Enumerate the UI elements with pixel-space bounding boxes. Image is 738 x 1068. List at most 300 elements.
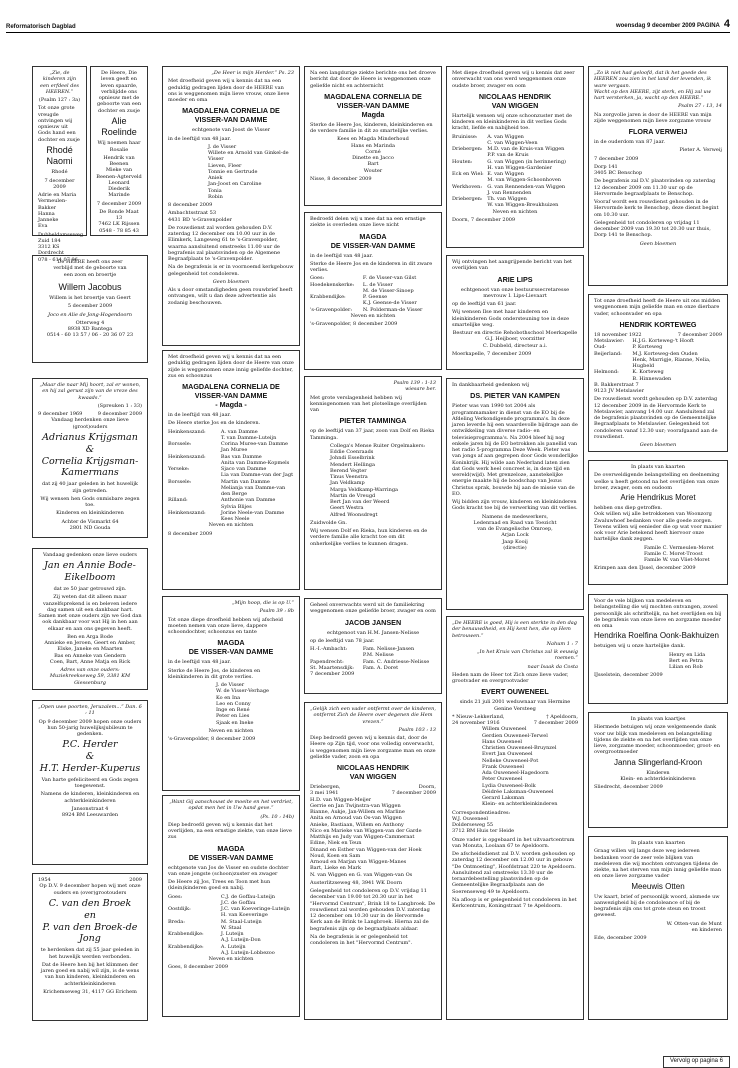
names: E. van Wiggen M. van Wiggen-Schoonhoven	[487, 171, 562, 184]
spouse-line: echtgenoot van onze bestuurssecretaresse mevrouw I. Lips-Lievaart	[460, 286, 570, 299]
quote: „Mijn hoop, die is op U.”	[231, 600, 294, 606]
death-notice-van-wiggen-family	[304, 702, 442, 1020]
family-table	[452, 134, 578, 209]
notice-date: Sliedrecht, december 2009	[594, 784, 663, 790]
body-text: Graag willen wij langs deze weg iedereen bedanken voor de zeer vele blijken van medeleven die wij mochten ontvangen tijdens de ziekte, na het sterven van mijn innig geliefde man en onze lieve zorgzame vader	[594, 848, 722, 880]
notice-date: IJsselstein, december 2009	[594, 672, 663, 679]
body-text: Zij weten dat dit alleen maar vanzelfsprekend is en beleven iedere dag samen uit een dankbaar hart. Samen met onze ouders zijn we God dan ook dankbaar voor wat Hij in hen aan elkaar en aan ons gegeven heeft.	[38, 594, 142, 632]
child-name: Willem Jacobus	[58, 281, 122, 292]
notice-text: Tot onze grote vreugde ontvingen wij opnieuw uit Gods hand een dochter en zusje	[38, 105, 80, 143]
grandchildren-line: Neven en nichten	[208, 956, 254, 962]
address: Otterweg 4 8938 XD Bantega 0514 - 60 13 57 / 06 - 20 36 07 23	[46, 319, 134, 339]
quote-ref: Psalm 103 : 13	[398, 726, 436, 733]
age-line: op de leeftijd van 78 jaar.	[310, 637, 375, 644]
family-row	[168, 454, 294, 467]
memorial-van-kampen	[446, 378, 584, 610]
names: L. de Visser M. de Visser-Sinoep	[362, 281, 414, 294]
support-line: De Heere sterke Jos en de kinderen.	[168, 420, 261, 427]
notice-date: Nisse, 8 december 2009	[310, 175, 372, 182]
support-line: Sterke de Heere Jos, de kinderen en kleinkinderen in dit grote verlies.	[168, 667, 261, 680]
death-notice-magda-cousin	[304, 212, 442, 370]
age-line: in de leeftijd van 48 jaar.	[168, 135, 231, 142]
body-text: Bedroefd delen wij u mee dat na een ernstige ziekte is overleden onze lieve nicht	[310, 216, 426, 229]
deceased-name: NICOLAAS HENDRIK VAN WIGGEN	[478, 91, 552, 110]
deceased-name: DS. PIETER VAN KAMPEN	[470, 391, 560, 401]
names: J.C. van Koeveringe-Luteijn H. van Koeveringe	[220, 906, 290, 919]
deceased-name: PIETER TAMMINGA	[339, 416, 407, 426]
death: † Apeldoorn, 7 december 2009	[533, 713, 578, 726]
grandchildren-line: Neven en nichten	[208, 522, 254, 529]
address: Adres van onze ouders: Muziekreekseweg 59, 3381 KM Giessenburg	[49, 667, 131, 686]
family-row	[168, 479, 294, 498]
deceased-name: HENDRIK KORTEWEG	[619, 319, 697, 329]
service-text: Vooraf wordt een rouwdienst gehouden in de Hervormde kerk te Benschop, deze dienst begint om 10.30 uur.	[594, 199, 719, 218]
quote-ref: Psalm 139 : 1-13 wiesare ber.	[393, 380, 436, 393]
signature: Henry en Lida Bert en Petra Lilian en Rob	[669, 651, 706, 670]
grandchildren-line: Neven en nichten	[492, 208, 538, 215]
place: Heinkenszand:	[168, 453, 206, 460]
signature: Kinderen Klein- en achterkleinkinderen	[620, 769, 696, 782]
family-row	[310, 282, 436, 295]
body-text: Dat de Heere hen bij het klimmen der jaren goed en nabij wil zijn, is de wens van hun kinderen, kleinkinderen en achterkleinkinderen	[40, 961, 140, 987]
signature: Namens de kinderen, kleinkinderen en achterkleinkinderen	[40, 791, 140, 804]
family-names: H.D. van Wiggen-Meijer Gerrie en Jan Twijnstra-van Wiggen Bianne, Aukje, Jan-Willem en Marline Anita en Arnoud van Os-van Wiggen Anieke, Bastiaan, Willem en Anthony Nico en Marieke van Wiggen-van der Garde Matthijs en Judy van Wiggen-Cammeraat Edine, Niek en Teun Dinand en Esther van Wiggen-van der Hoek Noud, Koen en Sam Arnoud en Marjan van Wiggen-Manes Bart, Lieke en Mark N. van Wiggen en G. van Wiggen-van Os	[310, 796, 422, 878]
age-line: op de leeftijd van 61 jaar.	[452, 301, 517, 307]
family-row	[168, 944, 294, 957]
thanks-slingerland	[588, 712, 728, 828]
family-row	[452, 196, 578, 209]
child-nickname: Rhodé	[51, 169, 68, 176]
family-row	[168, 894, 294, 907]
signature: W. Otten-van de Munt en kinderen	[666, 920, 722, 933]
anniversary-bode	[32, 548, 148, 690]
names: C.J. de Goffau-Luteijn J.C. de Goffau	[220, 893, 276, 906]
quote	[38, 704, 142, 717]
death: 7 december 2009	[677, 331, 722, 338]
deceased-name: NICOLAAS HENDRIK VAN WIGGEN	[336, 763, 410, 781]
place: Oostdijk:	[168, 906, 191, 912]
couple-names: P.C. Herder & H.T. Herder-Kuperus	[39, 739, 141, 774]
place: Rilland:	[168, 497, 188, 504]
no-flowers: Geen bloemen	[639, 240, 677, 247]
age-line: op de leeftijd van 37 jaar, zoon van Dolf en Rieka Tamminga.	[310, 428, 435, 441]
family-row	[310, 646, 436, 659]
quote-2: „In het Kruis van Christus zal ik eeuwig roemen.”	[476, 649, 578, 662]
family-row	[452, 184, 578, 197]
death-notice-magdalena-husband	[162, 66, 300, 346]
deceased-name: MAGDA DE VISSER-VAN DAMME	[188, 843, 274, 862]
death-notice-tamminga	[304, 376, 442, 590]
quote-2-ref: naar Isaak da Costa	[527, 663, 578, 670]
family-table	[168, 894, 294, 957]
child-nickname: Wij noemen haar Rosalie	[97, 140, 141, 153]
names: N. Polderman-de Visser	[362, 306, 423, 313]
birth-notice-rhode	[32, 66, 87, 263]
condolence-text: Na de begrafenis is er in voornoemd kerkgebouw gelegenheid tot condoleren.	[168, 264, 294, 277]
condolence-text: Wij wensen Dolf en Rieka, hun kinderen en de verdere familie alle kracht toe om dit onherkelijke verlies te kunnen dragen.	[310, 528, 428, 547]
place: 's-Gravenpolder:	[310, 306, 353, 313]
body-text: Geheel onverwachts werd uit de familiekring weggenomen onze geliefde broer, zwager en oom	[310, 602, 436, 615]
quote-text: „Open uwe poorten, Jeruzalem...”	[38, 704, 124, 710]
names: P. Geense K.J. Geense-de Visser	[362, 294, 417, 307]
place: St. Maartensdijk:	[310, 664, 354, 671]
birth: 18 november 1922	[594, 331, 642, 338]
quote-ref: (Spreuken 1 : 33)	[97, 402, 142, 409]
address: De Ronde Maat 13 7462 LK Rijssen 0548 - 78 85 43	[98, 208, 140, 234]
notice-date: 7 december 2009	[44, 177, 75, 190]
notice-date: Doorn, 7 december 2009	[452, 216, 516, 223]
anniversary-herder	[32, 700, 148, 865]
place: Werkhoven:	[452, 183, 483, 190]
body-text: Diep bedroefd geven wij u kennis dat, door de Heere op Zijn tijd, voor ons volledig onverwacht, is weggenomen mijn lieve zorgzame man en onze geliefde vader, zoon en opa	[310, 735, 436, 760]
address: Dubbeldamseweg Zuid 184 3312 KS Dordrecht 078 - 614 07 96	[38, 231, 84, 263]
quote-ref: (Ps. 10 : 14b)	[260, 813, 294, 820]
body-text: Met droefheid geven wij u kennis dat na een geduldig gedragen lijden door de HEERE van ons is weggenomen mijn lieve vrouw, onze lieve moeder en oma	[168, 78, 290, 103]
family-names: Ben en Arga Bode Annieke en Jeroen, Geert en Amber, Elske, Janeke en Maarten Bas en Anneke van Gendern Coen, Bart, Anne Matja en Rick	[44, 633, 136, 665]
year-start: 1954	[38, 877, 51, 883]
spouse-line: echtgenote van Jos de Visser en oudste dochter van onze jongste (schoon)zuster en zwager	[168, 864, 289, 877]
place: Papendrecht:	[310, 658, 344, 665]
quote: „Gelijk zich een vader ontfermt over de kinderen, ontfermt Zich de Heere over degenen die Hem vrezen.”	[310, 706, 436, 725]
names: A. Luteijn A.J. Luteijn-Lobbezoo	[220, 943, 275, 956]
age-line: in de leeftijd van 48 jaar.	[168, 412, 231, 418]
notice-footer: Als u door omstandigheden geen rouwbrief heeft ontvangen, wilt u dan deze advertentie als zodanig beschouwen.	[168, 287, 293, 306]
address: Dorp 141 3405 BC Benschop	[594, 163, 643, 176]
quote-ref: Psalm 39 : 8b	[259, 608, 294, 615]
continued-on-page-link[interactable]: Vervolg op pagina 6	[663, 1056, 730, 1068]
death-notice-magdalena-parents	[162, 350, 300, 590]
condolence-text: Gelegenheid tot condoleren op vrijdag 11 december 2009 van 19.30 tot 20.30 uur thuis, Dorp 141 te Benschop.	[594, 219, 711, 239]
body-text: Voor de vele blijken van medeleven en belangstelling die wij mochten ontvangen, zowel persoonlijk als schriftelijk, na het overlijden en bij de begrafenis van onze lieve en zorgzame moeder en oma	[594, 598, 722, 629]
names: A. van Wiggen C. van Wiggen-Veen	[487, 133, 538, 146]
deceased-name: Hendrika Roelfina Oonk-Bakhuizen	[594, 631, 719, 641]
names: Martin van Damme Melianja van Damme-van den Berge	[220, 478, 286, 497]
place: Driebergen:	[452, 196, 483, 202]
notice-text: Op 9 december 2009 hopen onze ouders hun 50-jarig huwelijksjubileum te gedenken.	[38, 718, 142, 737]
spouse-line: sinds 21 juli 2001 weduwnaar van Hermine Genine Versteeg	[459, 699, 571, 712]
names: H.J.G. Korteweg-'t Hooft	[632, 338, 694, 344]
body-text: In dankbaarheid gedenken wij	[452, 382, 530, 388]
deceased-name: MAGDALENA CORNELIA DE VISSER-VAN DAMME - Magda -	[182, 382, 280, 409]
child-name: Alie Roelinde	[101, 115, 137, 137]
family-row	[594, 369, 722, 382]
place: Helmond:	[594, 369, 619, 376]
body-text: Heden nam de Heer tot Zich onze lieve vader, grootvader en overgrootvader	[452, 671, 569, 684]
notice-date: 5 december 2009	[67, 303, 113, 310]
service-text: De rouwdienst wordt gehouden op D.V. zaterdag 12 december 2009 in de Hervormde Kerk te Metslawier, aanvang 14.00 uur. Aansluitend zal de begrafenis plaatsvinden op de Gemeentelijke Begraafplaats te Metslawier. Gelegenheid tot condoleren vanaf 12.30 uur; voorafgaand aan de rouwdienst.	[594, 396, 718, 440]
body-text: Met droefheid geven wij u kennis dat na een geduldig gedragen lijden door de Heere van onze zijde is weggenomen onze innig geliefde dochter, zus en schoonzus	[168, 354, 294, 379]
condolence-text: Na afloop is er gelegenheid tot condoleren in het Kerkcentrum, Koningstraat 7 te Apeldoorn.	[452, 896, 577, 909]
place-line: Zuidwolde Gn.	[310, 519, 347, 526]
names: K. Korteweg B. Hinnewaden	[632, 369, 672, 382]
quote-ref: Dan. 6 : 11	[85, 704, 142, 717]
place: Krabbendijke:	[310, 294, 346, 300]
birth: Driebergen, 3 mei 1941	[310, 784, 341, 797]
support-line: Sterke de Heere Jos, kinderen, kleinkinderen en de verdere familie in dit zo smartelijke verlies.	[310, 121, 433, 134]
family-row	[168, 429, 294, 442]
family-row	[310, 307, 436, 313]
names: F. de Visser-van Gilst	[362, 275, 417, 282]
notice-date: 8 december 2009	[168, 202, 213, 208]
body-text: Tot onze droefheid heeft de Heere uit ons midden weggenomen mijn geliefde man en onze dierbare vader, schoonvader en opa	[594, 298, 721, 317]
deceased-name: ARIE LIPS	[497, 274, 533, 284]
spouse-line: echtgenote van Joost de Visser	[191, 127, 271, 134]
signature: Pieter A. Verweij	[679, 147, 722, 154]
year-end: 2009	[129, 877, 142, 883]
deceased-name: MAGDALENA CORNELIA DE VISSER-VAN DAMME Magda	[324, 91, 422, 119]
address: Austerlitzseweg 48, 3941 WK Doorn	[310, 879, 403, 886]
quote-text: „De Heer is mijn Herder.”	[211, 70, 278, 76]
names: P. Korteweg M.J. Korteweg-den Ouden Henk, Marrigje, Rianne, Nelia, Hugbeld	[632, 344, 711, 369]
anniversary-van-den-broek	[32, 873, 148, 1021]
death-notice-van-wiggen-siblings	[446, 66, 584, 248]
family-names: J. de Visser Willete en Arnold van Ginkel-de Visser Lieven, Fleer Tonnie en Gertrude Aniek Jan-Joost en Caroline Tonia Robin	[208, 143, 289, 200]
death-notice-magda-inlaws	[162, 596, 300, 791]
body-text-2: Uw kaart, brief of persoonlijk woord, alsmede uw aanwezigheid bij de condoleance of bij de begrafenis zijn ons tot grote steun en troost geweest.	[594, 893, 720, 919]
deceased-name: EVERT OUWENEEL	[481, 687, 549, 697]
body-text: Van harte gefeliciteerd en Gods zegen toegewenst.	[41, 776, 139, 790]
notice-title: In plaats van kaarten	[631, 464, 685, 470]
notice-date: Moerkapelle, 7 december 2009	[452, 350, 532, 357]
thanks-oonk	[588, 594, 728, 704]
deceased-name: FLORA VERWEIJ	[628, 127, 688, 136]
couple-names: Adrianus Krijgsman & Cornelia Krijgsman-Kamermans	[41, 431, 139, 479]
notice-date: 7 december 2009	[310, 671, 355, 677]
deceased-name: Janna Slingerland-Kroon	[613, 757, 703, 767]
body-text: Wij ontvingen het aangrijpende bericht van het overlijden van	[452, 259, 573, 272]
family-names: Collega's Mense Ruiter Orgelmakers: Eddie Coenraads Johndi Esselbrink Mendert Hellinga Berend Vegter Tinus Veenstra Jan Veldkamp Marga Veldkamp-Warringa Martin de Vreugd Bert Jan van der Weerd Geert Westra Alfred Woonsdregt	[330, 442, 426, 518]
page-label: PAGINA	[696, 23, 720, 30]
anniversary-krijgsman	[32, 378, 148, 538]
date-start: 9 december 1969	[38, 411, 83, 417]
birth-notice-willem	[32, 255, 148, 363]
support-line: De Heere zij Jos, Trees en Toon met hun (klein)kinderen goed en nabij.	[168, 879, 271, 892]
age-line: in de leeftijd van 48 jaar.	[168, 659, 231, 666]
family-row	[452, 159, 578, 172]
support-line: Wij bidden zijn vrouw, kinderen en kleinkinderen Gods kracht toe bij de verwerking van dit verlies.	[452, 499, 578, 512]
deceased-name: MAGDA DE VISSER-VAN DAMME	[188, 638, 274, 657]
notice-footer: Na de begrafenis is er gelegenheid tot condoleren in het "Hervormd Centrum".	[310, 933, 413, 946]
names: M. Staal-Luteijn W. Staal	[220, 918, 262, 931]
family-names: Hendrik van Beenen Mieke van Beenen-Agterveld Leonard Diederik Marinde	[96, 154, 142, 199]
spouse-line: echtgenoot van H.M. Jansen-Nelisse	[326, 629, 420, 636]
signature: Namens de medewerkers, Ledenraad en Raad van Toezicht van de Evangelische Omroep, Arjan Lock Jaap Kooij (directie)	[473, 513, 557, 551]
publisher-name: Reformatorisch Dagblad	[6, 23, 76, 30]
notice-title: In plaats van kaarten	[631, 840, 685, 846]
age-line: in de leeftijd van 48 jaar.	[310, 252, 373, 259]
address: Ambachtsstraat 53 4431 BD 's-Gravenpolder	[168, 210, 232, 223]
place: Krabbendijke:	[168, 931, 204, 937]
death-notice-ouweneel	[446, 616, 584, 1020]
notice-text-2: dat zij 40 jaar geleden in het huwelijk zijn getreden.	[42, 481, 138, 494]
address: 's-Gravenpolder, 8 december 2009	[168, 736, 256, 742]
death-notice-lips	[446, 255, 584, 370]
notice-text: Vandaag gedenken onze lieve ouders	[43, 552, 137, 558]
dates-row	[452, 714, 578, 727]
quote-ref: Nahum 1 : 7	[546, 640, 578, 647]
place: Goes:	[168, 893, 183, 900]
deceased-name: Meeuwis Otten	[631, 881, 685, 891]
body-text: Met grote verslagenheid hebben wij kennisgenomen van het plotselinge overlijden van	[310, 394, 427, 413]
place: Houten:	[452, 158, 473, 165]
death: Doorn, 7 december 2009	[391, 784, 436, 797]
deceased-name: MAGDA DE VISSER-VAN DAMME	[330, 231, 416, 250]
names: M.D. van de Kruis-van Wiggen P.P. van de Kruis	[487, 146, 565, 159]
names: Anthonie van Damme Sylvia Blijes	[220, 497, 276, 510]
date-end: 9 december 2009	[97, 411, 142, 417]
quote: „Maar die naar Mij hoort, zal er wonen, en hij zal gerust zijn van de vreze des kwaads.”	[39, 382, 141, 401]
names: Corina Muree-van Damme Jan Muree	[220, 441, 288, 454]
place: Heinkenszand:	[168, 428, 206, 435]
quote: „Zie, de kinderen zijn een erfdeel des HEEREN.”	[40, 70, 79, 95]
names: Bas van Damme Anita van Damme-Kopmels	[220, 453, 290, 466]
family-names: Kees en Magda Minderhoud Hans en Marinda Corné Dinette en Jacco Bart Wouter	[337, 136, 409, 174]
address: 's-Gravenpolder, 8 december 2009	[310, 321, 398, 327]
death-notice-jansen	[304, 598, 442, 694]
body-text: Tot onze diepe droefheid hebben wij afscheid moeten nemen van onze lieve, dappere schoondochter, schoonzus en tante	[168, 616, 283, 635]
place: Krabbendijke:	[168, 943, 204, 950]
notice-date: Goes, 8 december 2009	[168, 964, 229, 971]
death-notice-korteweg	[588, 294, 728, 452]
family-names: Adrie en Maria Vermeulen-Bakker Hanna Janneke Eva	[38, 192, 77, 230]
names: G. van Rennenden-van Wiggen J. van Rennenden	[487, 183, 566, 196]
family-row	[452, 171, 578, 184]
thanks-otten	[588, 836, 728, 1020]
quote-ref: Ps. 23	[278, 70, 294, 76]
notice-date: 7 december 2009	[96, 200, 142, 207]
names: Sjaco van Damme Lia van Damme-van der Jagt	[220, 466, 294, 479]
child-note: Willem is het broertje van Geert	[49, 295, 131, 301]
death-notice-magdalena-niece	[304, 66, 442, 206]
notice-text-2: te herdenken dat zij 55 jaar geleden in het huwelijk werden verbonden.	[40, 947, 140, 960]
family-table	[310, 646, 436, 671]
family-row	[168, 441, 294, 454]
family-names: J. de Visser W. de Visser-Verhage Ko en Ina Leo en Conny Inge en René Peter en Lies Sjaak en Ineke	[216, 682, 269, 726]
notice-date: 7 december 2009	[594, 155, 639, 162]
body-text: Met diepe droefheid geven wij u kennis dat zeer onverwacht van ons werd weggenomen onze oudste broer, zwager en oom	[452, 70, 575, 89]
place: Heinkenszand:	[168, 509, 206, 516]
date-text: woensdag 9 december 2009	[615, 23, 696, 30]
family-row	[168, 906, 294, 919]
notice-date: 8 december 2009	[168, 530, 213, 537]
page-number: 4	[723, 18, 730, 31]
service-text: De rouwdienst zal worden gehouden D.V. zaterdag 12 december om 10.00 uur in de Elimkerk, Langeweg 61 te 's-Gravenpolder, waarna aansluitend omstreeks 11.00 uur de begrafenis zal plaatsvinden op de Algemene Begraafplaats te 's-Gravenpolder.	[168, 224, 281, 262]
family-row	[168, 919, 294, 932]
place: Hoedekenskerke:	[310, 281, 355, 288]
names: Jorine Neele-van Damme Kees Neele	[220, 509, 285, 522]
deceased-name: Arie Hendrikus Moret	[620, 493, 696, 502]
birth-notice-alie	[90, 66, 148, 236]
family-row	[594, 344, 722, 369]
grandchildren-line: Neven en nichten	[208, 727, 254, 734]
place: Breda:	[168, 918, 185, 925]
condolence-text: Gelegenheid tot condoleren op D.V. vrijdag 11 december van 19.00 tot 20.30 uur in het "Hervormd Centrum", Brink 18 te Langbroek. De rouwdienst zal worden gehouden D.V. zaterdag 12 december om 10.30 uur in de Hervormde Kerk aan de Brink te Langbroek. Hierna zal de begrafenis zijn op de begraafplaats aldaar.	[310, 888, 436, 932]
place: H.-I.-Ambacht:	[310, 646, 348, 652]
deceased-name: MAGDALENA CORNELIA DE VISSER-VAN DAMME	[182, 106, 280, 125]
death-notice-verweij	[588, 66, 728, 286]
place: Goes:	[310, 275, 325, 282]
address: Jansonstraat 4 8924 BM Leeuwarden	[61, 805, 119, 819]
place: Bruinisse:	[452, 133, 478, 140]
signature: Kinderen en kleinkinderen	[56, 510, 124, 517]
place: Eck en Wiel:	[452, 171, 484, 177]
couple-names: C. van den Broek en P. van den Broek-de Jong	[42, 897, 138, 945]
notice-text: De Heere, Die leven geeft en leven spaarde, verblijdde ons opnieuw met de geboorte van een dochter en zusje	[96, 70, 142, 114]
dates-row	[310, 784, 436, 797]
quote: „Zo ik niet had geloofd, dat ik het goede des HEEREN zou zien in het land der levenden, ik ware vergaan. Wacht op den HEERE, zijt sterk, en Hij zal uw hart versterken, ja, wacht op den HEERE.”	[594, 70, 712, 101]
notice-text-3: Wij wensen hen Gods onmisbare zegen toe.	[40, 495, 140, 508]
address: Correspondentieadres: W.J. Ouweneel Dolderseweg 55 3712 BM Huis ter Heide	[452, 809, 515, 835]
family-names: Willem Ouweneel Gerdien Ouweneel-Terwel Hans Ouweneel Christien Ouweneel-Bruynzel Evert Jan Ouweneel Nelleke Ouweneel-Pot Frank Ouweneel Ada Ouweneel-Hagedoorn Peter Ouweneel Lydia Ouweneel-Bolk Déidrée Laksman-Ouweneel Gerard Laksman Klein- en achterkleinkinderen	[482, 726, 558, 808]
family-table	[594, 338, 722, 382]
names: Fam. Nelisse-Jansen P.M. Nelisse	[362, 646, 415, 659]
names: A. van Damme T. van Damme-Luteijn	[220, 428, 277, 441]
names: Fam. A. Doret	[362, 664, 399, 671]
family-row	[168, 497, 294, 510]
burial-text: De begrafenis zal D.V. plaatsvinden op zaterdag 12 december 2009 om 11.30 uur op de Hervormde begraafplaats te Benschop.	[594, 178, 716, 197]
body-text: Na een langdurige ziekte berichte ons het droeve bericht dat door de Heere is weggenomen onze geliefde nicht en achternicht	[310, 70, 436, 89]
support-line: Sterke de Heere Jos en de kinderen in dit zware verlies.	[310, 260, 433, 273]
page-date	[616, 18, 730, 32]
viewing-text: Onze vader is opgebaard in het uitvaartcentrum van Monuta, Loolaan 67 te Apeldoorn.	[452, 836, 575, 849]
notice-text: Op D.V. 9 december hopen wij met onze ouders en (over)grootouders	[39, 883, 141, 896]
quote-ref: Psalm 27 : 13, 14	[678, 103, 722, 110]
body-text: De overweldigende belangstelling en deelneming welke u heeft getoond na het overlijden van onze broer, zwager, oom en oudoom	[594, 472, 720, 491]
family-row	[168, 931, 294, 944]
couple-names: Jan en Annie Bode-Eikelboom	[44, 560, 136, 584]
family-table	[168, 429, 294, 523]
biography-text: Pieter was van 1990 tot 2004 als programmamaker in dienst van de EO bij de Afdeling Verkondigende programma's. In deze jaren leverde hij een waardevolle bijdrage aan de ontwikkeling van diverse radio- en televisieprogramma's. Na 2004 bleef hij nog enkele jaren bij de EO betrokken als panellid van het radio 5-programma Deze Week. Pieter was van jongs af aan gegrepen door Gods wonderlijke Koninkrijk. Hij wilde aan Nederland laten zien dat Gods werk heel concreet is, in deze tijd en wereld(wijd). Met grenzeloze, aanstekelijke energie maakte hij de boodschap van Jezus Christus sprak, bouwde hij aan de missie van de EO.	[452, 403, 578, 497]
child-name: Rhodé Naomi	[46, 144, 73, 166]
parents: Joco en Alie de Jong-Hogendoorn	[48, 311, 132, 318]
page-header	[6, 20, 730, 33]
service-text: De afscheidsdienst zal D.V. worden gehouden op zaterdag 12 december om 12.00 uur in gebouw "De Ontmoeting", Hoofdstraat 220 te Apeldoorn. Aansluitend zal omstreeks 13.30 uur de teraardebestelling plaatsvinden op de Gemeentelijke Begraafplaats aan de Soerenseweg 49 te Apeldoorn.	[452, 851, 576, 895]
address: Achter de Vismarkt 64 2801 ND Gouda	[61, 518, 119, 531]
names: Fam. C. Andriesse-Nelisse	[362, 658, 430, 665]
address: Krichemseweg 31, 4117 GG Erichem	[43, 988, 137, 995]
no-flowers: Geen bloemen	[639, 442, 677, 448]
notice-text: Vandaag herdenken onze lieve (groot)ouders	[51, 417, 129, 430]
quote: „Want Gij aanschouwt de moeite en het verdriet, opdat men het in Uw hand geve.”	[169, 799, 293, 812]
place: Borssele:	[168, 478, 192, 485]
birth: * Nieuw-Lekkerland, 24 november 1916	[452, 713, 505, 726]
body-text-2: betuigen wij u onze hartelijke dank.	[594, 643, 686, 650]
quote	[168, 70, 294, 76]
names: J. Luteijn A.J. Luteijn-Don	[220, 931, 261, 944]
support-line: Wij wensen Ilse met haar kinderen en kleinkinderen Gods ondersteuning toe in deze smartelijke weg.	[452, 309, 570, 328]
family-row	[310, 294, 436, 307]
notice-text-2: dat ze 50 jaar getrouwd zijn.	[53, 586, 127, 592]
place: Oud-Beijerland:	[594, 344, 622, 357]
address: B. Bakkerstraat 7 9123 JV Metslawier	[594, 381, 644, 394]
deceased-name: JACOB JANSEN	[344, 617, 402, 627]
support-line: Hartelijk wensen wij onze schoonzuster met de kinderen en kleinkinderen in dit verlies Gods kracht, liefde en nabijheid toe.	[452, 112, 572, 132]
notice-date: Ede, december 2009	[594, 935, 647, 941]
family-row	[168, 510, 294, 523]
place: Borssele:	[168, 441, 192, 447]
notice-date: Krimpen aan den IJssel, december 2009	[594, 565, 696, 572]
body-text: Na zorgvolle jaren is door de HEERE van mijn zijde weggenomen mijn lieve zorgzame vrouw	[594, 111, 712, 124]
place: Driebergen:	[452, 146, 483, 152]
death-notice-magda-siblings	[162, 795, 300, 1017]
notice-text: De HEERE heeft ons zeer verblijd met de geboorte van een zoon en broertje	[53, 259, 127, 278]
signature: Bestuur en directie Rehobothschool Moerkapelle G.J. Heijboer, voorzitter C. Dubbeld, directeur a.i.	[452, 330, 578, 349]
grandchildren-line: Neven en nichten	[350, 312, 396, 319]
quote: „De HEERE is goed, Hij is een sterkte in den dag der benauwdheid, en Hij kent hen, die op Hem betrouwen.”	[452, 620, 577, 639]
names: Th. van Wiggen W. van Wiggen-Breukhuizen	[487, 196, 559, 209]
place: Yerseke:	[168, 466, 190, 472]
no-flowers: Geen bloemen	[212, 278, 250, 285]
